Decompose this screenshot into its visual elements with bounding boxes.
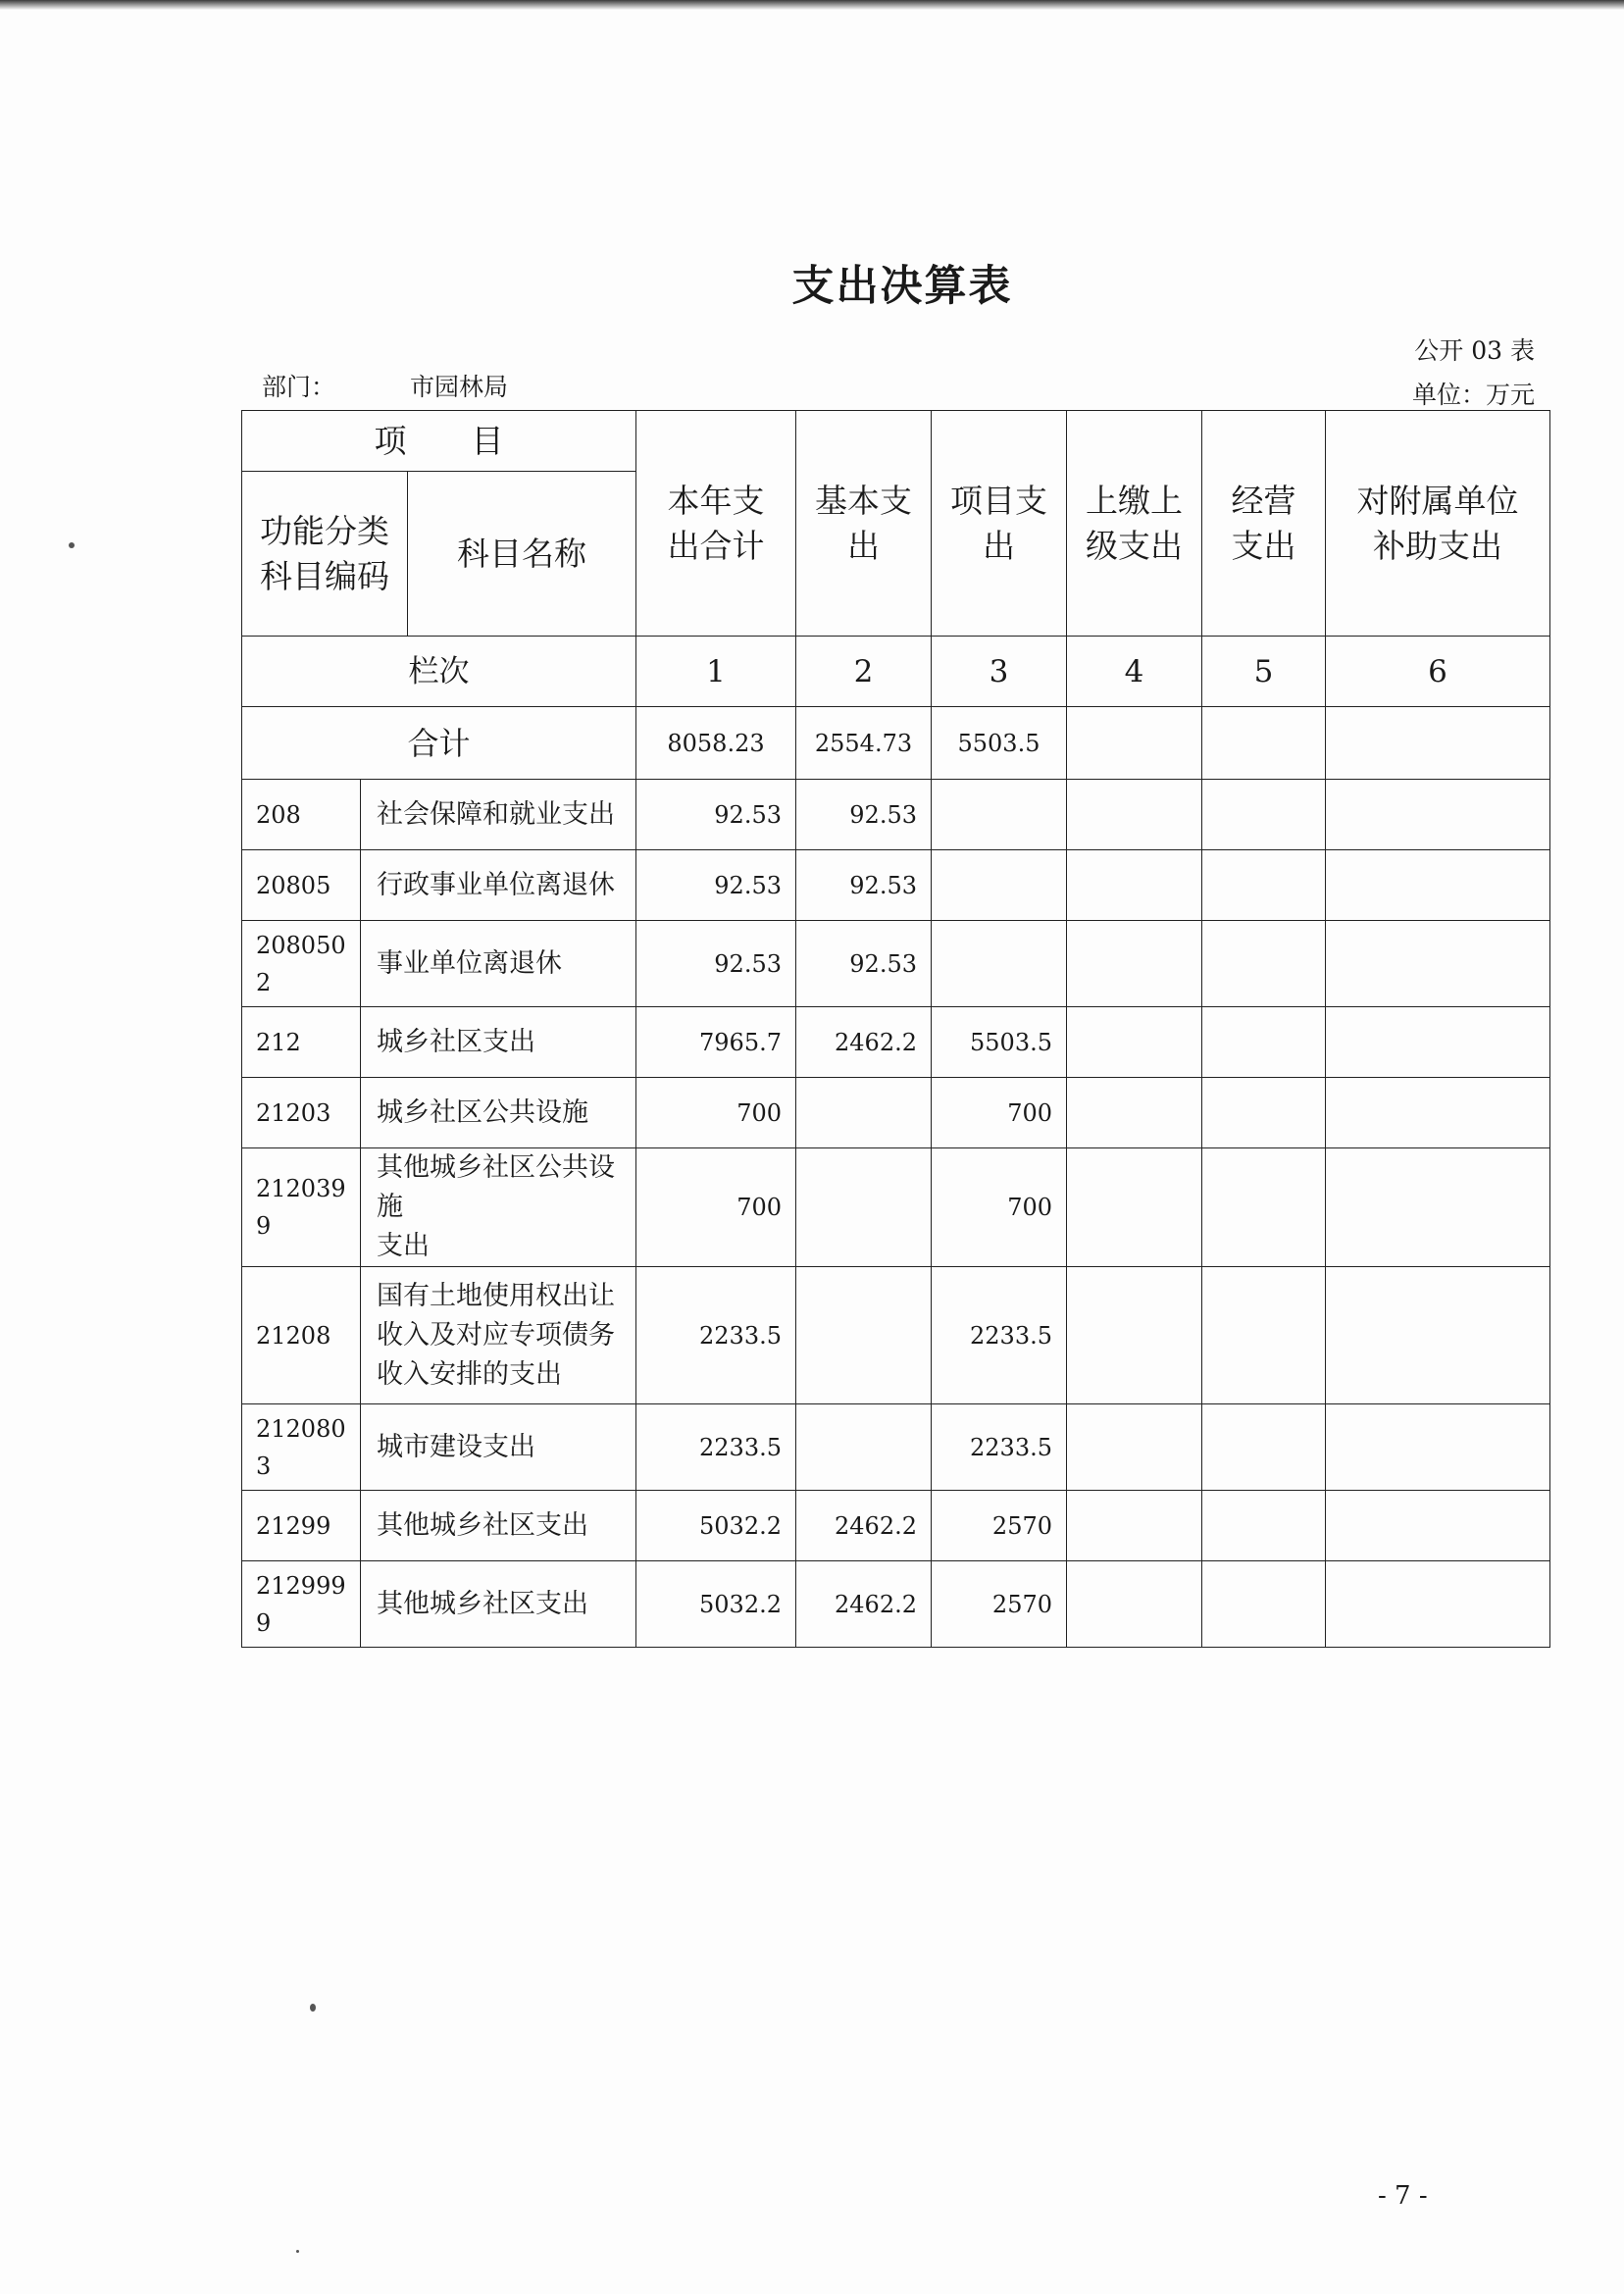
table-row xyxy=(242,1078,1550,1148)
row-col1: 5032.2 xyxy=(636,1491,796,1561)
row-col5 xyxy=(1202,1404,1326,1491)
row-col3: 2233.5 xyxy=(932,1267,1067,1404)
row-name: 其他城乡社区支出 xyxy=(361,1561,636,1648)
column-number-5: 5 xyxy=(1202,637,1326,707)
row-col2 xyxy=(796,1404,932,1491)
row-col6 xyxy=(1326,1078,1550,1148)
row-name: 城乡社区支出 xyxy=(361,1007,636,1078)
row-code: 212080 3 xyxy=(242,1404,361,1491)
scan-speck xyxy=(310,2004,316,2012)
row-code: 212 xyxy=(242,1007,361,1078)
row-col5 xyxy=(1202,1078,1326,1148)
row-code: 212999 9 xyxy=(242,1561,361,1648)
column-number-4: 4 xyxy=(1067,637,1202,707)
header-col1: 本年支 出合计 xyxy=(636,411,796,637)
row-col4 xyxy=(1067,1267,1202,1404)
row-col3: 2570 xyxy=(932,1561,1067,1648)
row-col1: 7965.7 xyxy=(636,1007,796,1078)
row-col6 xyxy=(1326,850,1550,921)
row-col6 xyxy=(1326,1148,1550,1267)
row-col4 xyxy=(1067,1561,1202,1648)
row-col1: 5032.2 xyxy=(636,1561,796,1648)
row-col3: 700 xyxy=(932,1148,1067,1267)
row-col4 xyxy=(1067,780,1202,850)
header-col2: 基本支 出 xyxy=(796,411,932,637)
header-name: 科目名称 xyxy=(408,472,636,637)
row-col3 xyxy=(932,921,1067,1007)
row-col2: 2462.2 xyxy=(796,1491,932,1561)
row-col2: 92.53 xyxy=(796,780,932,850)
row-col1: 92.53 xyxy=(636,780,796,850)
column-number-1: 1 xyxy=(636,637,796,707)
row-col5 xyxy=(1202,1148,1326,1267)
row-name: 其他城乡社区支出 xyxy=(361,1491,636,1561)
row-col1: 2233.5 xyxy=(636,1267,796,1404)
row-col3 xyxy=(932,850,1067,921)
total-col4 xyxy=(1067,707,1202,780)
unit-label: 单位：万元 xyxy=(1411,381,1535,409)
row-col2: 92.53 xyxy=(796,921,932,1007)
department-name: 市园林局 xyxy=(410,373,509,401)
row-col5 xyxy=(1202,1491,1326,1561)
row-col5 xyxy=(1202,1561,1326,1648)
table-row xyxy=(242,1561,1550,1648)
row-col3: 2233.5 xyxy=(932,1404,1067,1491)
document-number: 公开 03 表 xyxy=(1414,336,1535,365)
row-col6 xyxy=(1326,1007,1550,1078)
header-col3: 项目支 出 xyxy=(932,411,1067,637)
row-col5 xyxy=(1202,850,1326,921)
table-row xyxy=(242,1148,1550,1267)
row-col6 xyxy=(1326,1561,1550,1648)
column-number-3: 3 xyxy=(932,637,1067,707)
row-col5 xyxy=(1202,1007,1326,1078)
row-col6 xyxy=(1326,1404,1550,1491)
department-label: 部门： xyxy=(262,373,336,401)
total-label: 合计 xyxy=(242,707,636,780)
row-name: 事业单位离退休 xyxy=(361,921,636,1007)
header-col6: 对附属单位 补助支出 xyxy=(1326,411,1550,637)
total-col3: 5503.5 xyxy=(932,707,1067,780)
row-col2: 92.53 xyxy=(796,850,932,921)
department-line xyxy=(262,368,508,403)
header-code: 功能分类 科目编码 xyxy=(242,472,408,637)
table-row xyxy=(242,850,1550,921)
row-col5 xyxy=(1202,921,1326,1007)
row-code: 208 xyxy=(242,780,361,850)
row-col1: 700 xyxy=(636,1078,796,1148)
row-col2: 2462.2 xyxy=(796,1561,932,1648)
expenditure-table xyxy=(241,410,1550,1648)
row-col3: 5503.5 xyxy=(932,1007,1067,1078)
row-col5 xyxy=(1202,1267,1326,1404)
row-col4 xyxy=(1067,1491,1202,1561)
row-col4 xyxy=(1067,921,1202,1007)
row-name: 社会保障和就业支出 xyxy=(361,780,636,850)
page-title: 支出决算表 xyxy=(791,262,1013,311)
row-col3 xyxy=(932,780,1067,850)
table-row xyxy=(242,1404,1550,1491)
table-row xyxy=(242,1267,1550,1404)
total-col2: 2554.73 xyxy=(796,707,932,780)
row-col4 xyxy=(1067,1007,1202,1078)
total-col5 xyxy=(1202,707,1326,780)
header-col4: 上缴上 级支出 xyxy=(1067,411,1202,637)
row-col4 xyxy=(1067,1404,1202,1491)
total-col1: 8058.23 xyxy=(636,707,796,780)
row-name: 城乡社区公共设施 xyxy=(361,1078,636,1148)
row-col1: 2233.5 xyxy=(636,1404,796,1491)
header-item: 项 目 xyxy=(242,411,636,472)
scan-speck xyxy=(296,2250,299,2253)
row-col2 xyxy=(796,1078,932,1148)
row-col1: 92.53 xyxy=(636,921,796,1007)
table-body xyxy=(242,780,1550,1648)
row-col4 xyxy=(1067,1078,1202,1148)
row-name: 国有土地使用权出让 收入及对应专项债务 收入安排的支出 xyxy=(361,1267,636,1404)
page-number: - 7 - xyxy=(1378,2181,1428,2211)
table-row xyxy=(242,1007,1550,1078)
row-name: 行政事业单位离退休 xyxy=(361,850,636,921)
row-code: 20805 xyxy=(242,850,361,921)
row-col3: 2570 xyxy=(932,1491,1067,1561)
row-col2 xyxy=(796,1148,932,1267)
column-number-2: 2 xyxy=(796,637,932,707)
row-code: 212039 9 xyxy=(242,1148,361,1267)
row-col6 xyxy=(1326,921,1550,1007)
row-col6 xyxy=(1326,1491,1550,1561)
column-number-6: 6 xyxy=(1326,637,1550,707)
row-code: 21203 xyxy=(242,1078,361,1148)
row-col6 xyxy=(1326,780,1550,850)
row-col4 xyxy=(1067,850,1202,921)
row-col1: 92.53 xyxy=(636,850,796,921)
column-number-label: 栏次 xyxy=(242,637,636,707)
table-row xyxy=(242,780,1550,850)
row-col2: 2462.2 xyxy=(796,1007,932,1078)
header-col5: 经营 支出 xyxy=(1202,411,1326,637)
row-col5 xyxy=(1202,780,1326,850)
row-col6 xyxy=(1326,1267,1550,1404)
table-row xyxy=(242,1491,1550,1561)
row-code: 21208 xyxy=(242,1267,361,1404)
table-row xyxy=(242,921,1550,1007)
row-name: 城市建设支出 xyxy=(361,1404,636,1491)
scan-speck xyxy=(69,542,75,548)
row-col1: 700 xyxy=(636,1148,796,1267)
row-code: 208050 2 xyxy=(242,921,361,1007)
row-col2 xyxy=(796,1267,932,1404)
row-col4 xyxy=(1067,1148,1202,1267)
row-name: 其他城乡社区公共设施 支出 xyxy=(361,1148,636,1267)
scan-edge xyxy=(0,0,1624,10)
total-col6 xyxy=(1326,707,1550,780)
row-code: 21299 xyxy=(242,1491,361,1561)
row-col3: 700 xyxy=(932,1078,1067,1148)
